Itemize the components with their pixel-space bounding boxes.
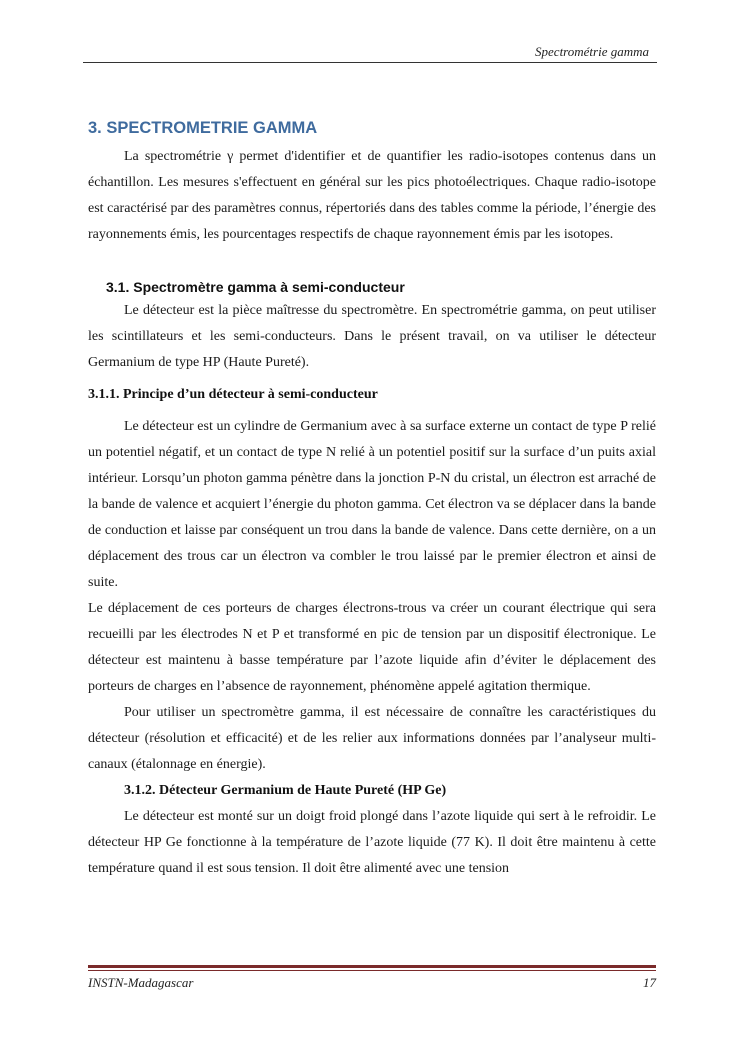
page-body [88,116,656,882]
subsection-3-1-2-paragraph: Le détecteur est monté sur un doigt froid plongé dans l’azote liquide qui sert à le refroidir. Le détecteur HP Ge fonctionne à la température de l’azote liquide (77 K). Il doit être maintenu à cette température quand il est sous tension. Il doit être alimenté avec une tension [88,809,656,876]
subsection-heading-3-1: 3.1. Spectromètre gamma à semi-conducteur [106,279,405,295]
subsection-3-1-1-paragraph-3: Pour utiliser un spectromètre gamma, il est nécessaire de connaître les caractéristiques du détecteur (résolution et efficacité) et de les relier aux informations données par l’analyseur multi-canaux (étalonnage en énergie). [88,705,656,772]
footer-divider-thick [88,965,656,968]
subsection-3-1-1-paragraph-1: Le détecteur est un cylindre de Germanium avec à sa surface externe un contact de type P relié un potentiel négatif, et un contact de type N relié à un potentiel positif sur la surface d’un puits axial intérieur. Lorsqu’un photon gamma pénètre dans la jonction P-N du cristal, un électron est arraché de la bande de valence et acquiert l’énergie du photon gamma. Cet électron va se déplacer dans la bande de conduction et laisse par conséquent un trou dans la bande de valence. Dans cette dernière, on a un déplacement des trous car un électron va combler le trou laissé par le premier électron et ainsi de suite. [88,419,656,590]
running-header-title: Spectrométrie gamma [535,44,649,59]
subsection-3-1-1-paragraph-2: Le déplacement de ces porteurs de charges électrons-trous va créer un courant électrique qui sera recueilli par les électrodes N et P et transformé en pic de tension par un dispositif électronique. Le détecteur est maintenu à basse température par l’azote liquide afin d’éviter le déplacement des porteurs de charges en l’absence de rayonnement, phénomène appelé agitation thermique. [88,601,656,694]
spacer [88,248,656,276]
subsection-heading-3-1-1: 3.1.1. Principe d’un détecteur à semi-conducteur [88,387,378,402]
subsection-3-1-paragraph: Le détecteur est la pièce maîtresse du spectromètre. En spectrométrie gamma, on peut utiliser les scintillateurs et les semi-conducteurs. Dans le présent travail, on va utiliser le détecteur Germanium de type HP (Haute Pureté). [88,303,656,370]
footer-institution: INSTN-Madagascar [88,975,194,990]
footer-divider-thin [88,970,656,971]
header-divider [83,62,657,63]
section-heading: 3. SPECTROMETRIE GAMMA [88,119,318,137]
page-number: 17 [643,975,656,990]
subsection-heading-3-1-2: 3.1.2. Détecteur Germanium de Haute Pureté (HP Ge) [124,783,447,798]
section-intro-paragraph: La spectrométrie γ permet d'identifier et de quantifier les radio-isotopes contenus dans un échantillon. Les mesures s'effectuent en général sur les pics photoélectriques. Chaque radio-isotope est caractérisé par des paramètres connus, répertoriés dans des tables comme la période, l’énergie des rayonnements émis, les pourcentages respectifs de chaque rayonnement émis par les isotopes. [88,149,656,242]
